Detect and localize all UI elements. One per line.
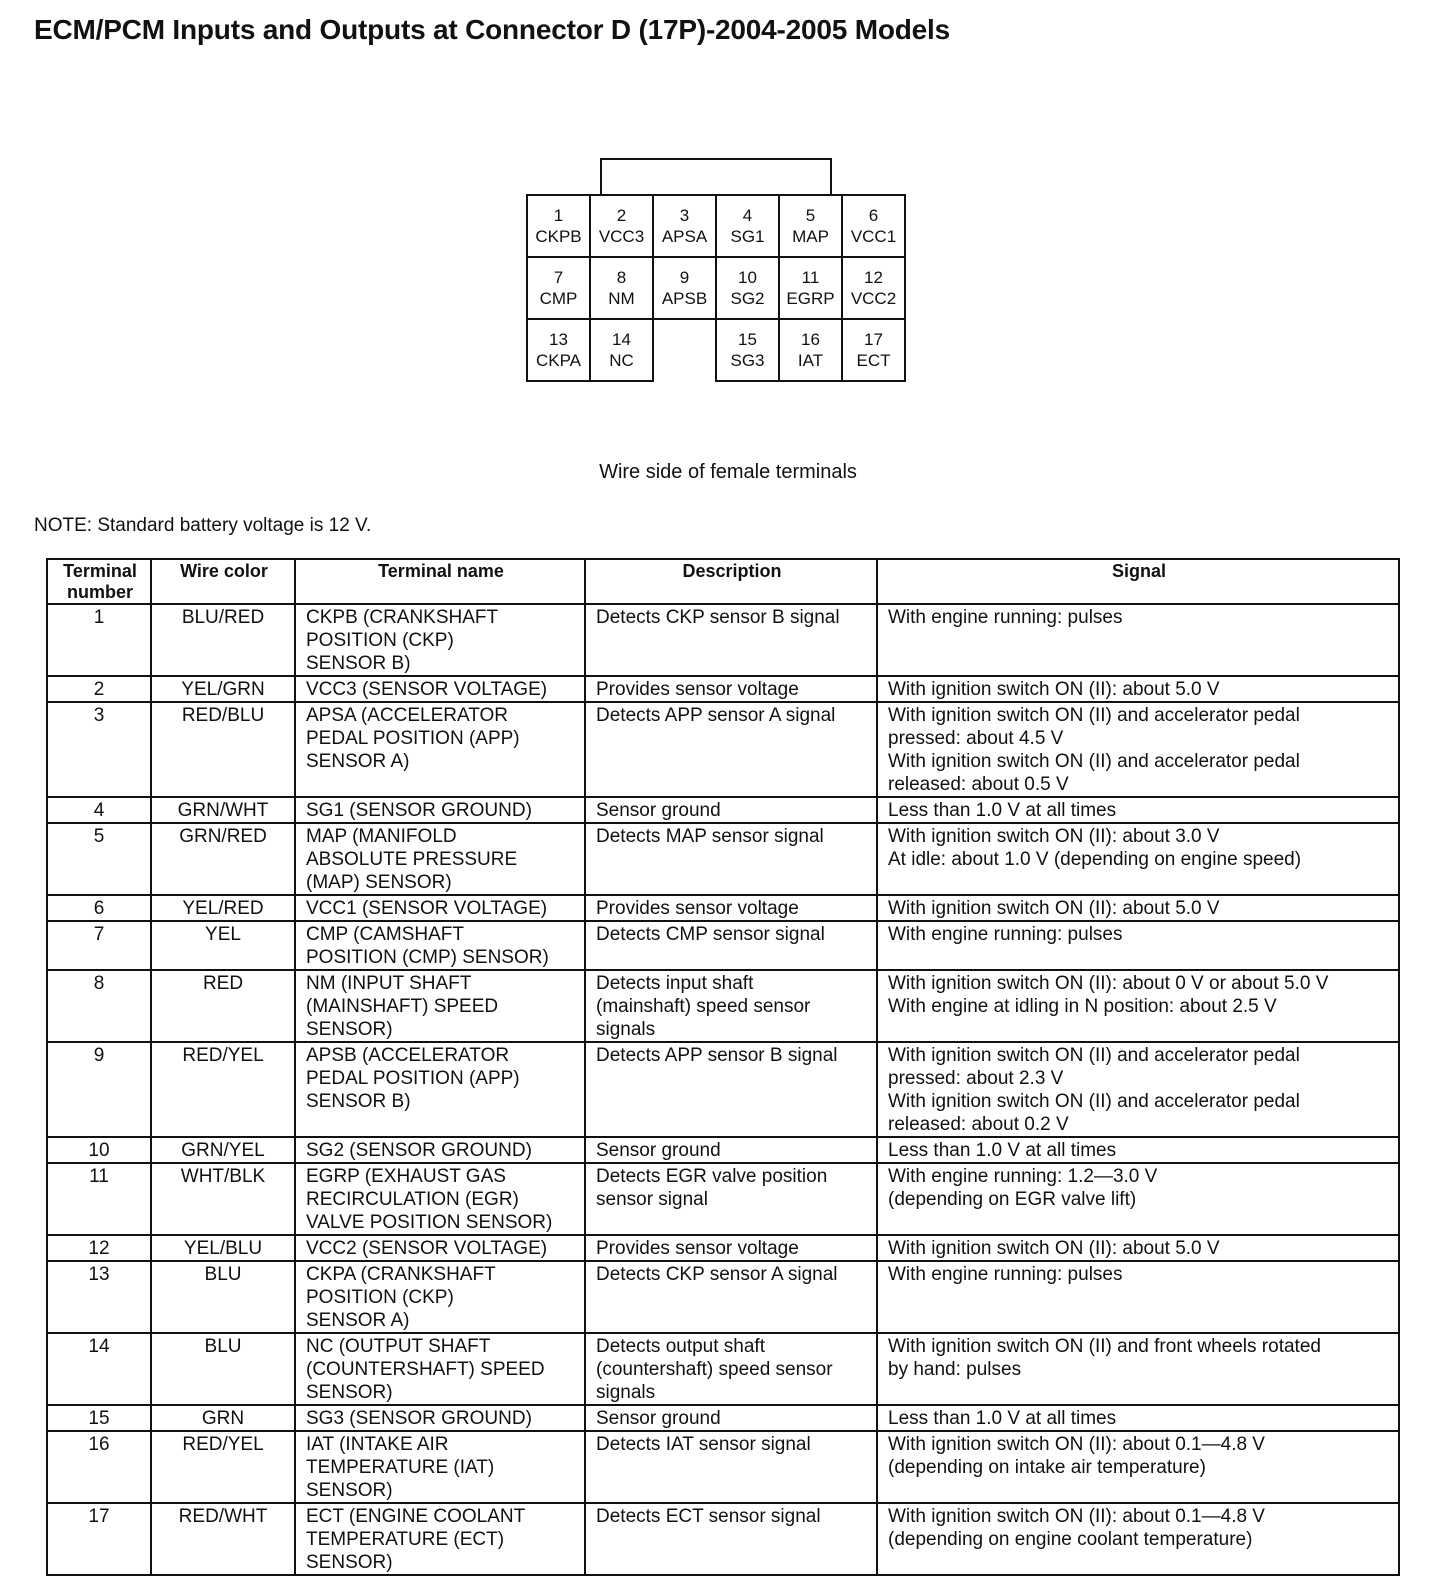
connector-pin (591, 196, 654, 258)
terminal-name-cell-line: SENSOR) (306, 1480, 393, 1501)
description-cell-line: Sensor ground (596, 1408, 721, 1429)
table-header-row (47, 559, 1399, 604)
wire-color-cell: BLU (151, 1333, 295, 1405)
signal-cell-line: released: about 0.2 V (888, 1114, 1069, 1135)
description-cell (585, 1261, 877, 1333)
description-cell-line: Detects input shaft (596, 973, 754, 994)
signal-cell-line: With engine running: pulses (888, 1264, 1123, 1285)
description-cell (585, 1137, 877, 1163)
table-row (47, 1405, 1399, 1431)
signal-cell (877, 1261, 1399, 1333)
signal-cell (877, 1235, 1399, 1261)
wire-color-cell: GRN/RED (151, 823, 295, 895)
description-cell-line: signals (596, 1382, 656, 1403)
pin-label: EGRP (786, 289, 835, 308)
signal-cell-line: (depending on intake air temperature) (888, 1457, 1206, 1478)
pin-number: 8 (616, 268, 627, 287)
table-row (47, 676, 1399, 702)
terminal-name-cell-line: NM (INPUT SHAFT (306, 973, 472, 994)
connector-pin (717, 196, 780, 258)
pin-number: 16 (801, 330, 820, 349)
connector-pin (528, 196, 591, 258)
terminal-name-cell-line: SG3 (SENSOR GROUND) (306, 1408, 532, 1429)
header-signal: Signal (877, 559, 1399, 604)
terminal-name-cell (295, 1503, 585, 1575)
pin-label: CMP (539, 289, 578, 308)
terminal-table (46, 558, 1400, 1576)
pin-number: 14 (612, 330, 631, 349)
table-row (47, 604, 1399, 676)
terminal-number-cell: 17 (47, 1503, 151, 1575)
table-row (47, 1261, 1399, 1333)
wire-color-cell: RED/WHT (151, 1503, 295, 1575)
terminal-number-cell: 12 (47, 1235, 151, 1261)
description-cell-line: Sensor ground (596, 800, 721, 821)
description-cell-line: Provides sensor voltage (596, 898, 799, 919)
signal-cell (877, 604, 1399, 676)
signal-cell-line: Less than 1.0 V at all times (888, 1140, 1117, 1161)
terminal-name-cell-line: ECT (ENGINE COOLANT (306, 1506, 526, 1527)
terminal-number-cell: 16 (47, 1431, 151, 1503)
description-cell (585, 823, 877, 895)
pin-number: 6 (868, 206, 879, 225)
pin-label: CKPA (535, 351, 582, 370)
connector-pin (654, 196, 717, 258)
terminal-name-cell-line: IAT (INTAKE AIR (306, 1434, 449, 1455)
terminal-name-cell (295, 797, 585, 823)
terminal-name-cell-line: SENSOR) (306, 1019, 393, 1040)
description-cell (585, 1235, 877, 1261)
pin-label: MAP (792, 227, 829, 246)
pin-number: 10 (738, 268, 757, 287)
table-row (47, 1163, 1399, 1235)
signal-cell-line: With ignition switch ON (II): about 0.1—4.8 V (888, 1434, 1265, 1455)
terminal-number-cell: 9 (47, 1042, 151, 1137)
connector-pin (780, 320, 843, 382)
terminal-number-cell: 11 (47, 1163, 151, 1235)
pin-number: 11 (801, 268, 820, 287)
signal-cell-line: Less than 1.0 V at all times (888, 800, 1117, 821)
terminal-number-cell: 5 (47, 823, 151, 895)
connector-lock-tab (600, 158, 832, 194)
terminal-name-cell-line: PEDAL POSITION (APP) (306, 1068, 520, 1089)
description-cell (585, 604, 877, 676)
description-cell-line: (mainshaft) speed sensor (596, 996, 811, 1017)
description-cell (585, 921, 877, 970)
description-cell-line: Detects EGR valve position (596, 1166, 828, 1187)
terminal-name-cell (295, 970, 585, 1042)
signal-cell (877, 921, 1399, 970)
description-cell (585, 895, 877, 921)
terminal-number-cell: 3 (47, 702, 151, 797)
terminal-name-cell-line: POSITION (CKP) (306, 1287, 454, 1308)
terminal-name-cell-line: POSITION (CKP) (306, 630, 454, 651)
connector-diagram (526, 158, 910, 384)
signal-cell (877, 1042, 1399, 1137)
signal-cell-line: With engine at idling in N position: about 2.5 V (888, 996, 1277, 1017)
wire-color-cell: YEL (151, 921, 295, 970)
terminal-name-cell (295, 921, 585, 970)
table-row (47, 823, 1399, 895)
description-cell-line: Provides sensor voltage (596, 679, 799, 700)
connector-pin (528, 258, 591, 320)
terminal-name-cell-line: VCC3 (SENSOR VOLTAGE) (306, 679, 548, 700)
page-title: ECM/PCM Inputs and Outputs at Connector D (17P)-2004-2005 Models (34, 14, 950, 45)
connector-pin (654, 258, 717, 320)
terminal-number-cell: 6 (47, 895, 151, 921)
description-cell-line: Detects output shaft (596, 1336, 765, 1357)
description-cell-line: Detects CKP sensor B signal (596, 607, 840, 628)
connector-caption: Wire side of female terminals (599, 461, 857, 483)
signal-cell-line: by hand: pulses (888, 1359, 1022, 1380)
terminal-name-cell-line: SENSOR) (306, 1382, 393, 1403)
wire-color-cell: RED/BLU (151, 702, 295, 797)
pin-label: CKPB (535, 227, 582, 246)
pin-label: NM (608, 289, 635, 308)
description-cell-line: sensor signal (596, 1189, 708, 1210)
wire-color-cell: GRN/WHT (151, 797, 295, 823)
pin-label: SG2 (730, 289, 765, 308)
terminal-number-cell: 8 (47, 970, 151, 1042)
pin-number: 13 (549, 330, 568, 349)
pin-number: 2 (616, 206, 627, 225)
pin-label: NC (609, 351, 634, 370)
terminal-name-cell-line: MAP (MANIFOLD (306, 826, 457, 847)
terminal-name-cell (295, 604, 585, 676)
connector-pin (780, 258, 843, 320)
table-row (47, 1137, 1399, 1163)
terminal-name-cell-line: VCC1 (SENSOR VOLTAGE) (306, 898, 548, 919)
wire-color-cell: GRN (151, 1405, 295, 1431)
signal-cell (877, 1333, 1399, 1405)
terminal-name-cell (295, 1042, 585, 1137)
signal-cell-line: With ignition switch ON (II) and front wheels rotated (888, 1336, 1321, 1357)
wire-color-cell: YEL/BLU (151, 1235, 295, 1261)
connector-pin (780, 196, 843, 258)
signal-cell (877, 1163, 1399, 1235)
description-cell-line: Sensor ground (596, 1140, 721, 1161)
terminal-name-cell-line: EGRP (EXHAUST GAS (306, 1166, 506, 1187)
terminal-name-cell-line: RECIRCULATION (EGR) (306, 1189, 519, 1210)
signal-cell-line: (depending on EGR valve lift) (888, 1189, 1137, 1210)
description-cell (585, 970, 877, 1042)
terminal-name-cell-line: ABSOLUTE PRESSURE (306, 849, 518, 870)
terminal-name-cell-line: SENSOR A) (306, 751, 410, 772)
header-terminal-number: Terminal number (47, 559, 151, 604)
description-cell-line: Detects ECT sensor signal (596, 1506, 821, 1527)
description-cell-line: Detects CMP sensor signal (596, 924, 825, 945)
description-cell (585, 1503, 877, 1575)
terminal-name-cell-line: NC (OUTPUT SHAFT (306, 1336, 491, 1357)
description-cell (585, 1333, 877, 1405)
signal-cell-line: With ignition switch ON (II): about 5.0 V (888, 898, 1220, 919)
table-row (47, 1235, 1399, 1261)
signal-cell-line: With engine running: pulses (888, 924, 1123, 945)
terminal-name-cell (295, 1163, 585, 1235)
pin-label: VCC1 (850, 227, 897, 246)
pin-label: APSA (661, 227, 708, 246)
signal-cell-line: With ignition switch ON (II): about 3.0 V (888, 826, 1220, 847)
terminal-name-cell-line: VCC2 (SENSOR VOLTAGE) (306, 1238, 548, 1259)
pin-number: 15 (738, 330, 757, 349)
terminal-name-cell (295, 1431, 585, 1503)
signal-cell (877, 797, 1399, 823)
signal-cell (877, 895, 1399, 921)
table-row (47, 1333, 1399, 1405)
header-terminal-name: Terminal name (295, 559, 585, 604)
terminal-name-cell (295, 895, 585, 921)
note-text: NOTE: Standard battery voltage is 12 V. (34, 515, 372, 536)
connector-pin (717, 258, 780, 320)
connector-pin (843, 258, 906, 320)
pin-number: 3 (679, 206, 690, 225)
terminal-name-cell (295, 1261, 585, 1333)
terminal-number-cell: 15 (47, 1405, 151, 1431)
terminal-number-cell: 13 (47, 1261, 151, 1333)
terminal-name-cell-line: CKPB (CRANKSHAFT (306, 607, 499, 628)
description-cell-line: signals (596, 1019, 656, 1040)
table-row (47, 970, 1399, 1042)
description-cell-line: Provides sensor voltage (596, 1238, 799, 1259)
pin-label: ECT (856, 351, 891, 370)
terminal-name-cell-line: PEDAL POSITION (APP) (306, 728, 520, 749)
description-cell (585, 797, 877, 823)
terminal-name-cell-line: SENSOR B) (306, 1091, 411, 1112)
connector-pin (843, 196, 906, 258)
pin-number: 1 (553, 206, 564, 225)
pin-number: 7 (553, 268, 564, 287)
signal-cell-line: With ignition switch ON (II): about 0 V or about 5.0 V (888, 973, 1329, 994)
description-cell-line: Detects APP sensor A signal (596, 705, 836, 726)
terminal-name-cell-line: SENSOR A) (306, 1310, 410, 1331)
pin-number: 17 (864, 330, 883, 349)
table-row (47, 895, 1399, 921)
terminal-name-cell-line: (MAP) SENSOR) (306, 872, 452, 893)
wire-color-cell: YEL/GRN (151, 676, 295, 702)
connector-pin (717, 320, 780, 382)
wire-color-cell: RED/YEL (151, 1042, 295, 1137)
signal-cell (877, 702, 1399, 797)
pin-label: VCC2 (850, 289, 897, 308)
description-cell-line: Detects IAT sensor signal (596, 1434, 811, 1455)
table-row (47, 921, 1399, 970)
pin-number: 12 (864, 268, 883, 287)
signal-cell-line: With ignition switch ON (II): about 5.0 V (888, 679, 1220, 700)
terminal-name-cell-line: SG1 (SENSOR GROUND) (306, 800, 532, 821)
description-cell-line: Detects MAP sensor signal (596, 826, 824, 847)
connector-empty-slot (654, 318, 717, 382)
header-description: Description (585, 559, 877, 604)
pin-label: VCC3 (598, 227, 645, 246)
signal-cell-line: With ignition switch ON (II): about 0.1—4.8 V (888, 1506, 1265, 1527)
pin-label: SG3 (730, 351, 765, 370)
terminal-name-cell-line: POSITION (CMP) SENSOR) (306, 947, 549, 968)
connector-pin (843, 320, 906, 382)
signal-cell-line: With ignition switch ON (II): about 5.0 V (888, 1238, 1220, 1259)
terminal-name-cell (295, 676, 585, 702)
signal-cell-line: released: about 0.5 V (888, 774, 1069, 795)
description-cell-line: Detects CKP sensor A signal (596, 1264, 838, 1285)
signal-cell (877, 1137, 1399, 1163)
description-cell (585, 1042, 877, 1137)
terminal-name-cell-line: VALVE POSITION SENSOR) (306, 1212, 553, 1233)
signal-cell-line: Less than 1.0 V at all times (888, 1408, 1117, 1429)
terminal-number-cell: 2 (47, 676, 151, 702)
wire-color-cell: BLU (151, 1261, 295, 1333)
signal-cell (877, 823, 1399, 895)
signal-cell-line: With ignition switch ON (II) and accelerator pedal (888, 1091, 1300, 1112)
terminal-name-cell (295, 1235, 585, 1261)
connector-pin (528, 320, 591, 382)
terminal-number-cell: 10 (47, 1137, 151, 1163)
terminal-name-cell-line: APSB (ACCELERATOR (306, 1045, 510, 1066)
signal-cell-line: With engine running: pulses (888, 607, 1123, 628)
terminal-name-cell-line: (COUNTERSHAFT) SPEED (306, 1359, 545, 1380)
description-cell-line: (countershaft) speed sensor (596, 1359, 833, 1380)
wire-color-cell: BLU/RED (151, 604, 295, 676)
terminal-name-cell-line: TEMPERATURE (ECT) (306, 1529, 505, 1550)
pin-label: APSB (661, 289, 708, 308)
pin-label: IAT (797, 351, 824, 370)
signal-cell-line: pressed: about 4.5 V (888, 728, 1064, 749)
terminal-name-cell (295, 702, 585, 797)
pin-label: SG1 (730, 227, 765, 246)
terminal-name-cell-line: CKPA (CRANKSHAFT (306, 1264, 496, 1285)
terminal-number-cell: 4 (47, 797, 151, 823)
table-row (47, 797, 1399, 823)
table-row (47, 702, 1399, 797)
terminal-name-cell-line: TEMPERATURE (IAT) (306, 1457, 495, 1478)
table-row (47, 1431, 1399, 1503)
table-row (47, 1503, 1399, 1575)
signal-cell (877, 1503, 1399, 1575)
description-cell (585, 676, 877, 702)
table-row (47, 1042, 1399, 1137)
wire-color-cell: YEL/RED (151, 895, 295, 921)
signal-cell-line: (depending on engine coolant temperature) (888, 1529, 1253, 1550)
signal-cell-line: At idle: about 1.0 V (depending on engine speed) (888, 849, 1302, 870)
terminal-name-cell-line: SG2 (SENSOR GROUND) (306, 1140, 532, 1161)
wire-color-cell: RED (151, 970, 295, 1042)
terminal-number-cell: 1 (47, 604, 151, 676)
header-wire-color: Wire color (151, 559, 295, 604)
signal-cell-line: With ignition switch ON (II) and accelerator pedal (888, 751, 1300, 772)
signal-cell-line: With ignition switch ON (II) and accelerator pedal (888, 1045, 1300, 1066)
connector-pin (591, 258, 654, 320)
pin-number: 4 (742, 206, 753, 225)
terminal-name-cell-line: SENSOR) (306, 1552, 393, 1573)
terminal-name-cell (295, 1333, 585, 1405)
wire-color-cell: WHT/BLK (151, 1163, 295, 1235)
description-cell-line: Detects APP sensor B signal (596, 1045, 838, 1066)
terminal-name-cell-line: CMP (CAMSHAFT (306, 924, 464, 945)
signal-cell (877, 1405, 1399, 1431)
terminal-name-cell-line: (MAINSHAFT) SPEED (306, 996, 499, 1017)
signal-cell-line: With ignition switch ON (II) and accelerator pedal (888, 705, 1300, 726)
signal-cell-line: pressed: about 2.3 V (888, 1068, 1064, 1089)
signal-cell-line: With engine running: 1.2—3.0 V (888, 1166, 1158, 1187)
description-cell (585, 702, 877, 797)
terminal-number-cell: 7 (47, 921, 151, 970)
wire-color-cell: RED/YEL (151, 1431, 295, 1503)
terminal-name-cell (295, 1405, 585, 1431)
terminal-name-cell-line: SENSOR B) (306, 653, 411, 674)
terminal-name-cell (295, 823, 585, 895)
connector-pin (591, 320, 654, 382)
description-cell (585, 1163, 877, 1235)
connector-grid (526, 194, 906, 382)
terminal-name-cell (295, 1137, 585, 1163)
terminal-number-cell: 14 (47, 1333, 151, 1405)
pin-number: 9 (679, 268, 690, 287)
description-cell (585, 1431, 877, 1503)
signal-cell (877, 970, 1399, 1042)
signal-cell (877, 676, 1399, 702)
terminal-name-cell-line: APSA (ACCELERATOR (306, 705, 509, 726)
signal-cell (877, 1431, 1399, 1503)
wire-color-cell: GRN/YEL (151, 1137, 295, 1163)
pin-number: 5 (805, 206, 816, 225)
description-cell (585, 1405, 877, 1431)
